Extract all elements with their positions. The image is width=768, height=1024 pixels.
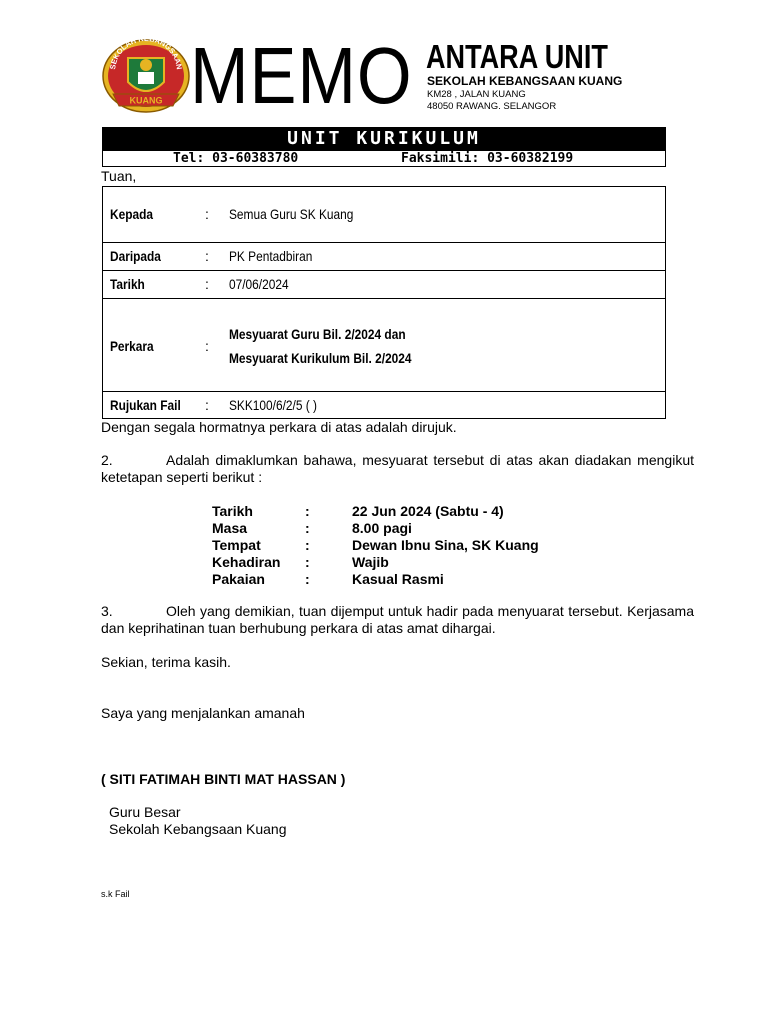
contact-bar bbox=[102, 150, 666, 167]
signer-name: ( SITI FATIMAH BINTI MAT HASSAN ) bbox=[101, 771, 346, 787]
colon: : bbox=[205, 248, 209, 264]
detail-label: Tempat bbox=[212, 537, 261, 553]
detail-label: Pakaian bbox=[212, 571, 265, 587]
kepada-label: Kepada bbox=[110, 206, 153, 222]
info-row-tarikh bbox=[103, 271, 665, 299]
detail-label: Kehadiran bbox=[212, 554, 281, 570]
detail-label: Tarikh bbox=[212, 503, 253, 519]
school-logo bbox=[101, 38, 191, 116]
daripada-label: Daripada bbox=[110, 248, 161, 264]
memo-title: MEMO bbox=[190, 31, 413, 120]
detail-value: Wajib bbox=[352, 554, 389, 570]
signer-school: Sekolah Kebangsaan Kuang bbox=[109, 821, 287, 837]
detail-value: 22 Jun 2024 (Sabtu - 4) bbox=[352, 503, 504, 519]
detail-value: 8.00 pagi bbox=[352, 520, 412, 536]
rujukan-label: Rujukan Fail bbox=[110, 397, 181, 413]
colon: : bbox=[205, 338, 209, 354]
colon: : bbox=[305, 571, 310, 587]
school-address-line1: KM28 , JALAN KUANG bbox=[427, 89, 526, 100]
paragraph-1: Dengan segala hormatnya perkara di atas adalah dirujuk. bbox=[101, 419, 457, 435]
tarikh-value: 07/06/2024 bbox=[229, 276, 289, 292]
school-name: SEKOLAH KEBANGSAAN KUANG bbox=[427, 74, 623, 88]
colon: : bbox=[305, 503, 310, 519]
daripada-value: PK Pentadbiran bbox=[229, 248, 313, 264]
info-row-perkara bbox=[103, 299, 665, 392]
salutation: Tuan, bbox=[101, 168, 137, 184]
colon: : bbox=[305, 520, 310, 536]
detail-value: Dewan Ibnu Sina, SK Kuang bbox=[352, 537, 539, 553]
sk-fail-note: s.k Fail bbox=[101, 889, 130, 899]
paragraph-2-number: 2. bbox=[101, 452, 113, 468]
signer-title: Guru Besar bbox=[109, 804, 181, 820]
svg-text:KUANG: KUANG bbox=[129, 95, 163, 106]
fax: Faksimili: 03-60382199 bbox=[401, 151, 574, 166]
paragraph-2-text: Adalah dimaklumkan bahawa, mesyuarat tersebut di atas akan diadakan mengikut ketetapan seperti berikut : bbox=[101, 452, 694, 485]
colon: : bbox=[305, 554, 310, 570]
perkara-value-line1: Mesyuarat Guru Bil. 2/2024 dan bbox=[229, 326, 406, 342]
memo-info-table bbox=[102, 186, 666, 419]
paragraph-3 bbox=[101, 603, 694, 637]
amanah-line: Saya yang menjalankan amanah bbox=[101, 705, 305, 721]
paragraph-3-text: Oleh yang demikian, tuan dijemput untuk hadir pada menyuarat tersebut. Kerjasama dan keprihatinan tuan berhubung perkara di atas amat dihargai. bbox=[101, 603, 694, 636]
info-row-kepada bbox=[103, 187, 665, 243]
closing-line: Sekian, terima kasih. bbox=[101, 654, 231, 670]
svg-text:SEKOLAH KEBANGSAAN: SEKOLAH KEBANGSAAN bbox=[108, 38, 184, 71]
perkara-label: Perkara bbox=[110, 338, 154, 354]
tarikh-label: Tarikh bbox=[110, 276, 145, 292]
paragraph-2 bbox=[101, 452, 694, 486]
unit-title: ANTARA UNIT bbox=[426, 38, 608, 75]
rujukan-value: SKK100/6/2/5 ( ) bbox=[229, 397, 317, 413]
school-address-line2: 48050 RAWANG. SELANGOR bbox=[427, 101, 557, 112]
paragraph-3-number: 3. bbox=[101, 603, 113, 619]
colon: : bbox=[205, 206, 209, 222]
colon: : bbox=[205, 276, 209, 292]
detail-value: Kasual Rasmi bbox=[352, 571, 444, 587]
colon: : bbox=[205, 397, 209, 413]
telephone: Tel: 03-60383780 bbox=[173, 151, 299, 166]
colon: : bbox=[305, 537, 310, 553]
unit-kurikulum-bar: UNIT KURIKULUM bbox=[102, 127, 666, 150]
info-row-daripada bbox=[103, 243, 665, 271]
perkara-value-line2: Mesyuarat Kurikulum Bil. 2/2024 bbox=[229, 350, 412, 366]
detail-label: Masa bbox=[212, 520, 248, 536]
kepada-value: Semua Guru SK Kuang bbox=[229, 206, 354, 222]
info-row-rujukan bbox=[103, 392, 665, 418]
